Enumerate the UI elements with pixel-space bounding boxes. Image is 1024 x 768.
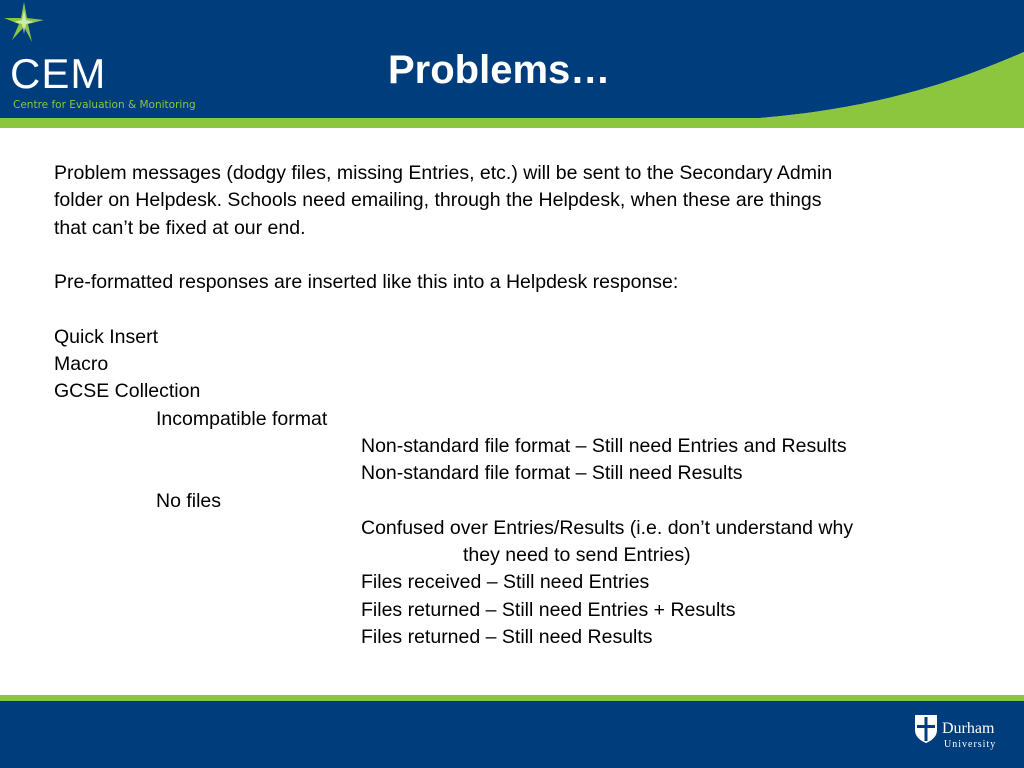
category-label: Incompatible format (156, 407, 328, 430)
cem-logo-subtitle: Centre for Evaluation & Monitoring (13, 99, 196, 111)
response-item: Non-standard file format – Still need Entries and Results (361, 434, 847, 457)
response-item: Files received – Still need Entries (361, 571, 650, 594)
response-item: Non-standard file format – Still need Results (361, 462, 743, 485)
path-item: Quick Insert (54, 325, 159, 348)
response-item: Confused over Entries/Results (i.e. don’t understand why (361, 516, 854, 539)
path-item: Macro (54, 353, 109, 376)
durham-subtitle: University (944, 739, 997, 750)
durham-name: Durham (942, 720, 995, 737)
paragraph-line: that can’t be fixed at our end. (54, 216, 306, 239)
response-item-continued: they need to send Entries) (463, 544, 691, 567)
durham-shield-icon (914, 714, 938, 744)
slide-body (54, 160, 984, 651)
star-logo-icon (0, 0, 48, 44)
response-item: Files returned – Still need Entries + Results (361, 598, 736, 621)
slide-header (0, 0, 1024, 128)
cem-logo-text: CEM (10, 50, 107, 97)
durham-logo (914, 712, 1014, 756)
path-item: GCSE Collection (54, 380, 201, 403)
category-label: No files (156, 489, 222, 512)
slide-footer (0, 701, 1024, 768)
paragraph-line: folder on Helpdesk. Schools need emailing, through the Helpdesk, when these are things (54, 189, 822, 212)
paragraph-line: Pre-formatted responses are inserted like this into a Helpdesk response: (54, 271, 679, 294)
slide-title: Problems… (388, 48, 611, 92)
paragraph-line: Problem messages (dodgy files, missing Entries, etc.) will be sent to the Secondary Admin (54, 162, 833, 184)
response-item: Files returned – Still need Results (361, 626, 653, 649)
